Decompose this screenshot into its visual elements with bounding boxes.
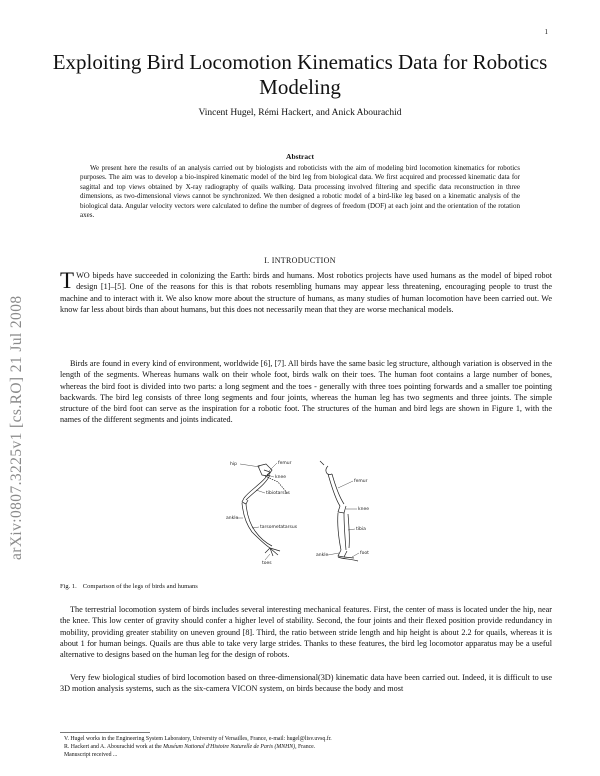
human-femur-label: femur: [354, 479, 368, 484]
bird-knee-label: knee: [275, 475, 286, 480]
leg-comparison-drawing: [220, 458, 400, 566]
human-leg-drawing: [320, 461, 358, 561]
drop-cap: T: [60, 268, 75, 293]
page-number: 1: [544, 28, 548, 36]
tarsometatarsus-label: tarsometatarsus: [260, 525, 298, 530]
section-heading-introduction: I. INTRODUCTION: [264, 256, 336, 265]
abstract-heading: Abstract: [286, 152, 314, 161]
intro-paragraph-1: [60, 270, 552, 315]
figure-caption: [60, 583, 204, 590]
abstract-text: We present here the results of an analysis carried out by biologists and roboticists with the aim of modeling bird locomotion kinematics for robotics purposes. The aim was to develop a bio-inspired kinematic model of the bird leg from biological data. We first acquired and processed kinematic data for sagittal and top views obtained by X-ray radiography of quails walking. Data processing involved filtering and specific data reconstruction in three dimensions, as two-dimensional views cannot be synchronized. We then designed a robotic model of a bird-like leg based on a kinematic analysis of the biological data. Angular velocity vectors were calculated to define the number of degrees of freedom (DOF) at each joint and the orientation of the rotation axes.: [80, 164, 520, 220]
institution-name: Muséum National d'Histoire Naturelle de Paris (MNHN): [163, 744, 296, 750]
intro-paragraph-3: The terrestrial locomotion system of birds includes several interesting mechanical features. First, the center of mass is located under the hip, near the knee. This low center of gravity should confer a higher level of stability. Second, the four joints and their flexed position provide redundancy in mobility, providing greater stability on uneven ground [8]. Third, the ratio between stride length and hip height is about 2.2 for quails, whereas it is about 1 for human beings. Quails are thus able to take very large strides. Thanks to these features, the bird leg locomotor apparatus may be a useful alternative to designs based on the human leg for the design of robots.: [60, 605, 552, 660]
tibia-label: tibia: [356, 527, 366, 532]
figure-caption-label: Fig. 1.: [60, 583, 77, 590]
foot-label: foot: [360, 551, 369, 556]
bird-ankle-label: ankle: [226, 516, 239, 521]
authors: Vincent Hugel, Rémi Hackert, and Anick Abourachid: [198, 108, 402, 118]
tibiotarsus-label: tibiotarsus: [266, 491, 290, 496]
bird-toes-label: toes: [262, 561, 272, 566]
human-ankle-label: ankle: [316, 553, 329, 558]
bird-femur-label: femur: [278, 461, 292, 466]
footnotes: [60, 735, 540, 759]
figure-caption-text: Comparison of the legs of birds and humans: [82, 583, 198, 590]
footnote-hackert-abourachid: R. Hackert and A. Abourachid work at the Muséum National d'Histoire Naturelle de Paris (MNHN), France.: [64, 744, 316, 750]
arxiv-stamp: arXiv:0807.3225v1 [cs.RO] 21 Jul 2008: [8, 295, 25, 560]
footnote-rule: [60, 732, 150, 733]
intro-paragraph-2: Birds are found in every kind of environment, worldwide [6], [7]. All birds have the same basic leg structure, although variation is observed in the length of the segments. Whereas humans walk on their whole foot, birds walk on their toes. The human foot contains a large number of bones, whereas the bird foot is divided into two parts: a long segment and the toes - generally with three toes pointing forwards and a smaller toe pointing backwards. The bird leg consists of three long segments and four joints, whereas the human leg has two segments and three joints. The simple structure of the bird foot can serve as the inspiration for a robotic foot. The structures of the human and bird legs are shown in Figure 1, with the names of the different segments and joints indicated.: [60, 359, 552, 425]
paper-title: Exploiting Bird Locomotion Kinematics Data for Robotics Modeling: [52, 50, 548, 99]
bird-hip-label: hip: [230, 462, 237, 467]
footnote-manuscript: Manuscript received ...: [64, 752, 118, 758]
footnote-hugel: V. Hugel works in the Engineering System Laboratory, University of Versailles, France, e-mail: hugel@lisv.uvsq.fr.: [64, 736, 332, 742]
human-knee-label: knee: [358, 507, 369, 512]
intro-paragraph-1-text: WO bipeds have succeeded in colonizing the Earth: birds and humans. Most robotics projects have used humans as the model of biped robot design [1]–[5]. One of the reasons for this is that robots resembling humans may appear less threatening, encouraging people to trust the machine and to interact with it. We also know more about the structure of humans, as many studies of human locomotion have been carried out. We know far less about birds than about humans, but this does not necessarily mean that they are worse mechanical models.: [60, 271, 552, 314]
intro-paragraph-4: Very few biological studies of bird locomotion based on three-dimensional(3D) kinematic data have been carried out. Indeed, it is difficult to use 3D motion analysis systems, such as the six-camera VICON system, on birds because the body and most: [60, 673, 552, 694]
figure-1: [220, 458, 400, 566]
